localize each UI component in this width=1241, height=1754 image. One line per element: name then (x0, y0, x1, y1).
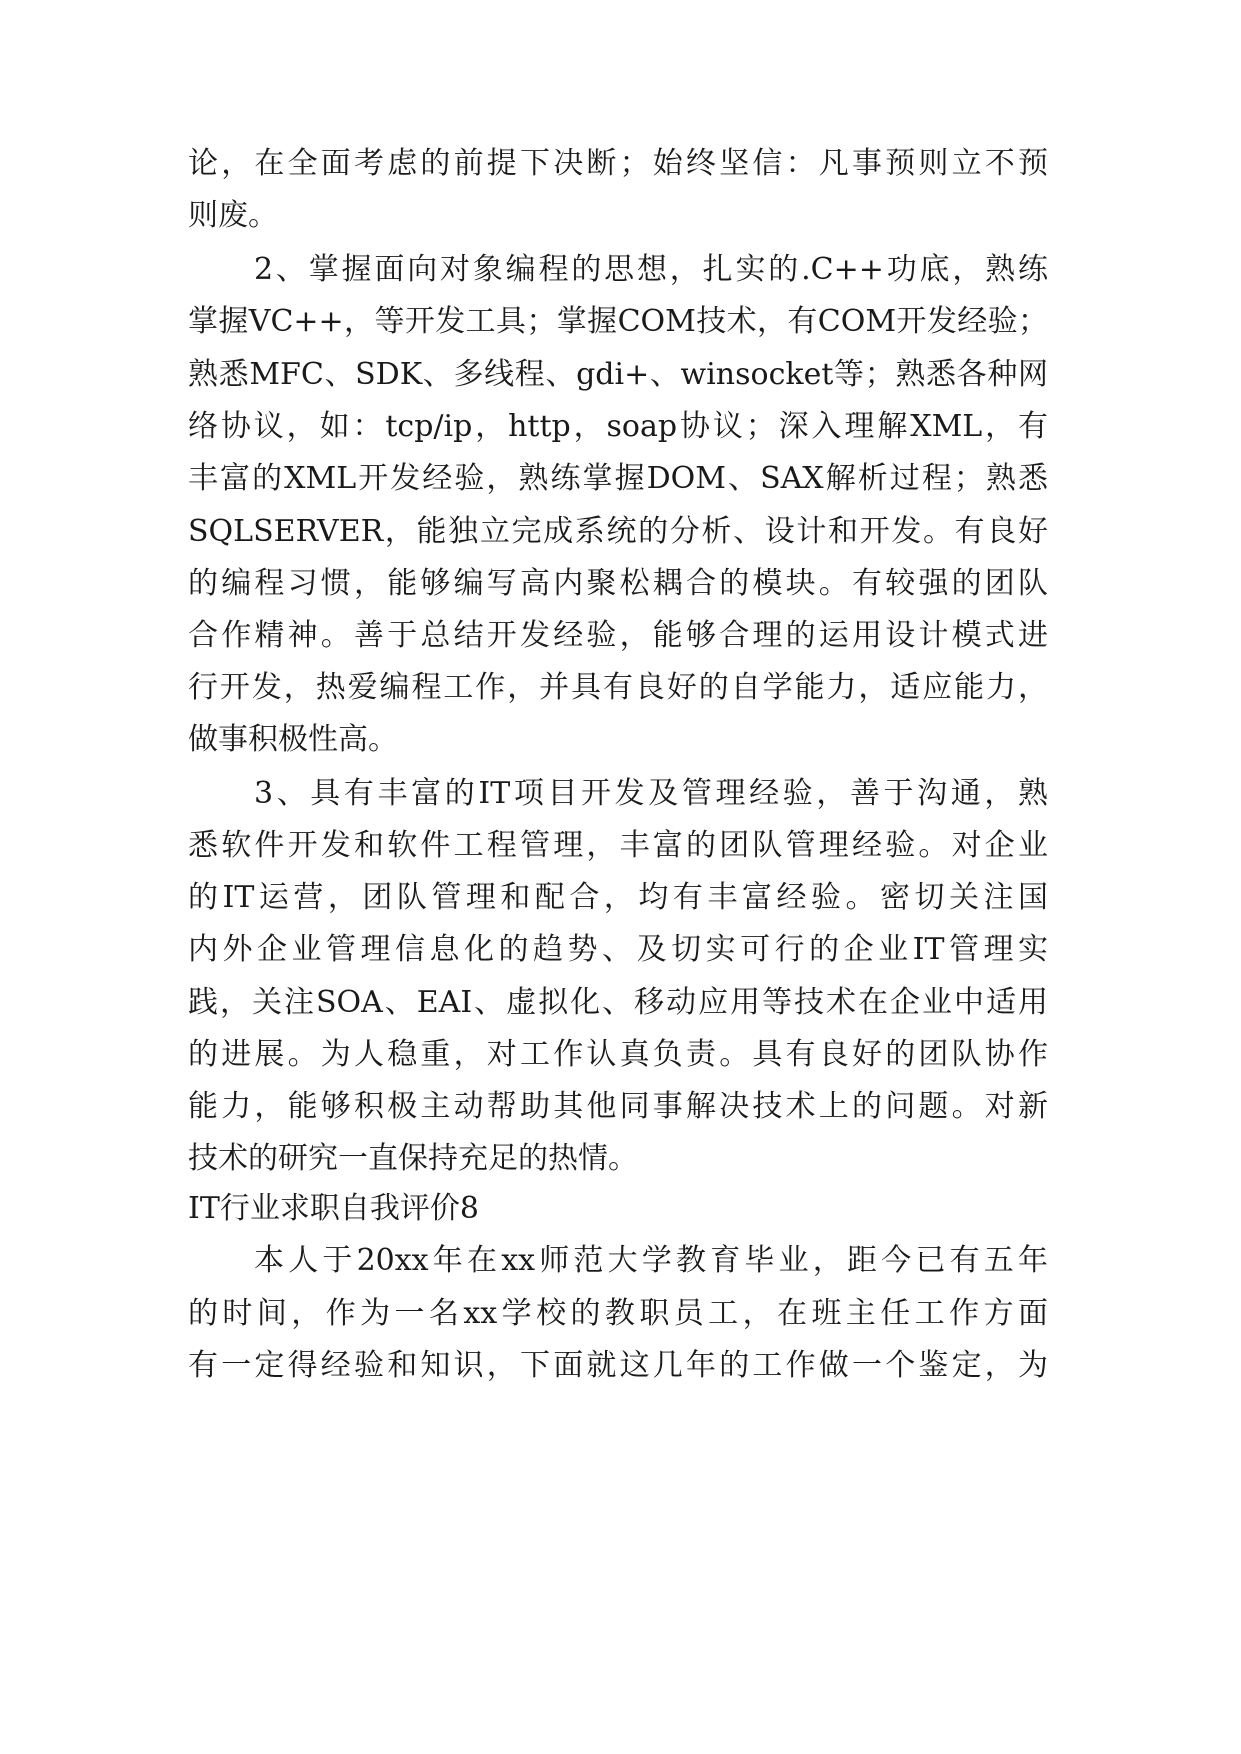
paragraph-3-line-6: 的进展。为人稳重，对工作认真负责。具有良好的团队协作 (188, 1037, 1048, 1072)
paragraph-3-line-5: 践，关注SOA、EAI、虚拟化、移动应用等技术在企业中适用 (188, 985, 1048, 1020)
paragraph-2-line-6: SQLSERVER，能独立完成系统的分析、设计和开发。有良好 (188, 514, 1048, 549)
paragraph-2-line-4: 络协议，如：tcp/ip，http，soap协议；深入理解XML，有 (188, 409, 1048, 444)
paragraph-1-line-1: 论，在全面考虑的前提下决断；始终坚信：凡事预则立不预 (188, 146, 1048, 181)
paragraph-4-line-1: 本人于20xx年在xx师范大学教育毕业，距今已有五年 (254, 1243, 1048, 1278)
paragraph-4-line-2: 的时间，作为一名xx学校的教职员工，在班主任工作方面 (188, 1296, 1048, 1331)
paragraph-3-line-1: 3、具有丰富的IT项目开发及管理经验，善于沟通，熟 (254, 776, 1048, 811)
paragraph-2-line-7: 的编程习惯，能够编写高内聚松耦合的模块。有较强的团队 (188, 566, 1048, 601)
paragraph-3-line-8: 技术的研究一直保持充足的热情。 (188, 1141, 638, 1176)
paragraph-1-line-2: 则废。 (188, 198, 278, 233)
paragraph-3-line-7: 能力，能够积极主动帮助其他同事解决技术上的问题。对新 (188, 1089, 1048, 1124)
paragraph-3-line-2: 悉软件开发和软件工程管理，丰富的团队管理经验。对企业 (188, 828, 1048, 863)
paragraph-2-line-3: 熟悉MFC、SDK、多线程、gdi+、winsocket等；熟悉各种网 (188, 357, 1048, 392)
paragraph-2-line-10: 做事积极性高。 (188, 722, 398, 757)
paragraph-2-line-1: 2、掌握面向对象编程的思想，扎实的.C++功底，熟练 (254, 252, 1048, 287)
paragraph-4-line-3: 有一定得经验和知识，下面就这几年的工作做一个鉴定，为 (188, 1348, 1048, 1383)
section-heading: IT行业求职自我评价8 (188, 1191, 479, 1226)
paragraph-2-line-2: 掌握VC++，等开发工具；掌握COM技术，有COM开发经验； (188, 304, 1048, 339)
paragraph-3-line-3: 的IT运营，团队管理和配合，均有丰富经验。密切关注国 (188, 880, 1048, 915)
paragraph-2-line-9: 行开发，热爱编程工作，并具有良好的自学能力，适应能力， (188, 670, 1048, 705)
paragraph-2-line-8: 合作精神。善于总结开发经验，能够合理的运用设计模式进 (188, 618, 1048, 653)
paragraph-3-line-4: 内外企业管理信息化的趋势、及切实可行的企业IT管理实 (188, 932, 1048, 967)
paragraph-2-line-5: 丰富的XML开发经验，熟练掌握DOM、SAX解析过程；熟悉 (188, 461, 1048, 496)
